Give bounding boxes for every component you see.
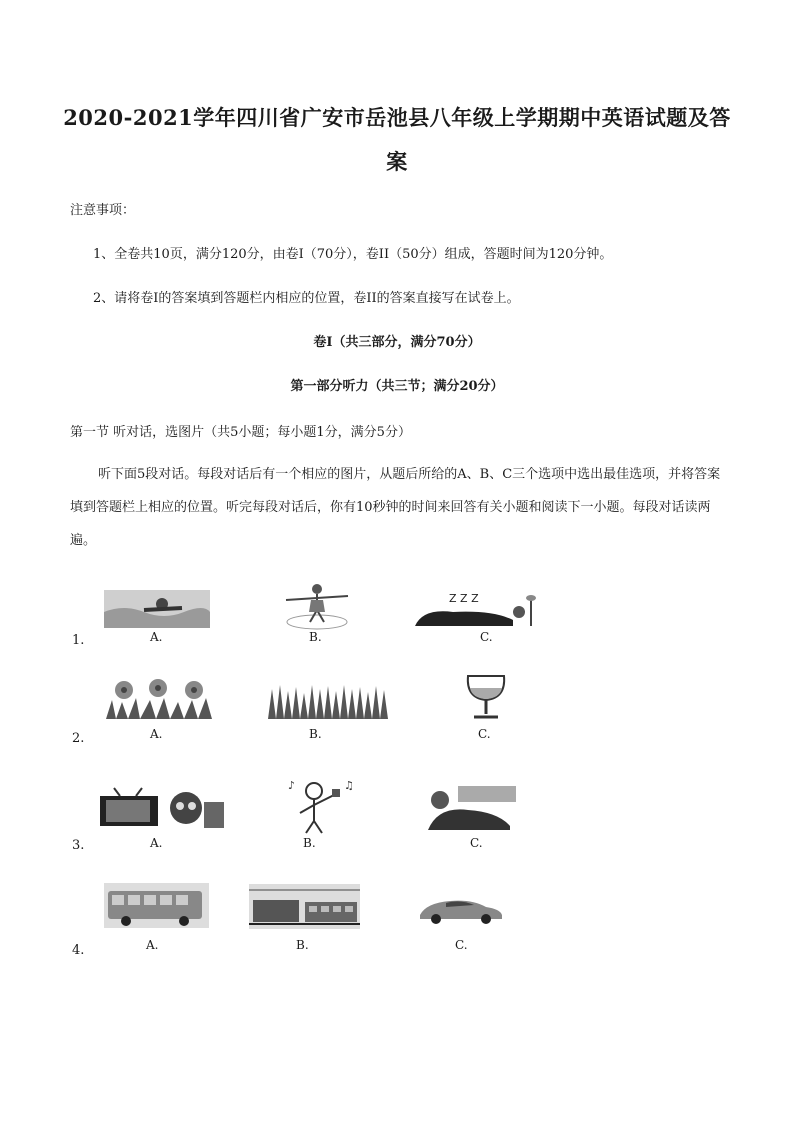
- train-icon: [249, 884, 360, 929]
- question-number: 3.: [72, 838, 85, 853]
- svg-text:♫: ♫: [344, 779, 354, 792]
- grass-icon: [268, 683, 388, 719]
- option-label: B.: [303, 836, 316, 850]
- option-label: C.: [478, 727, 491, 741]
- wine-glass-icon: [464, 674, 508, 720]
- option-label: A.: [150, 727, 163, 741]
- kids-tv-icon: [96, 786, 226, 830]
- part-1-heading: 第一部分听力（共三节；满分20分）: [290, 379, 504, 394]
- option-label: A.: [150, 836, 163, 850]
- svg-text:♪: ♪: [288, 779, 296, 792]
- option-label: B.: [309, 630, 322, 644]
- listening-instructions: 听下面5段对话。每段对话后有一个相应的图片，从题后所给的A、B、C三个选项中选出最佳选项，并将答案填到答题栏上相应的位置。听完每段对话后，你有10秒钟的时间来回答有关小题和阅读下一小题。每段对话读两遍。: [70, 467, 721, 548]
- bus-icon: [104, 883, 209, 928]
- option-label: A.: [150, 630, 163, 644]
- swimmer-icon: [104, 590, 210, 628]
- option-label: C.: [455, 938, 468, 952]
- svg-text:Z Z Z: Z Z Z: [449, 592, 479, 605]
- option-label: B.: [309, 727, 322, 741]
- section-1-heading: 第一节 听对话，选图片（共5小题；每小题1分，满分5分）: [70, 425, 411, 440]
- paper-1-heading: 卷I（共三部分，满分70分）: [313, 335, 481, 350]
- question-number: 1.: [72, 633, 85, 648]
- title-line-1: 2020-2021学年四川省广安市岳池县八年级上学期期中英语试题及答: [63, 105, 731, 130]
- option-label: A.: [146, 938, 159, 952]
- document-title: [40, 96, 754, 184]
- singer-icon: [286, 777, 356, 835]
- person-resting-icon: [418, 786, 518, 832]
- notice-item-2: 2、请将卷I的答案填到答题栏内相应的位置，卷II的答案直接写在试卷上。: [93, 291, 520, 306]
- notice-heading: 注意事项：: [70, 203, 136, 218]
- flowers-icon: [106, 676, 212, 719]
- option-label: B.: [296, 938, 309, 952]
- question-number: 4.: [72, 943, 85, 958]
- sleeping-person-icon: [413, 590, 539, 628]
- skater-icon: [276, 582, 358, 630]
- notice-item-1: 1、全卷共10页，满分120分，由卷I（70分），卷II（50分）组成，答题时间为120分钟。: [93, 247, 613, 262]
- option-label: C.: [470, 836, 483, 850]
- car-icon: [416, 893, 504, 926]
- question-number: 2.: [72, 731, 85, 746]
- title-line-2: 案: [386, 149, 408, 174]
- option-label: C.: [480, 630, 493, 644]
